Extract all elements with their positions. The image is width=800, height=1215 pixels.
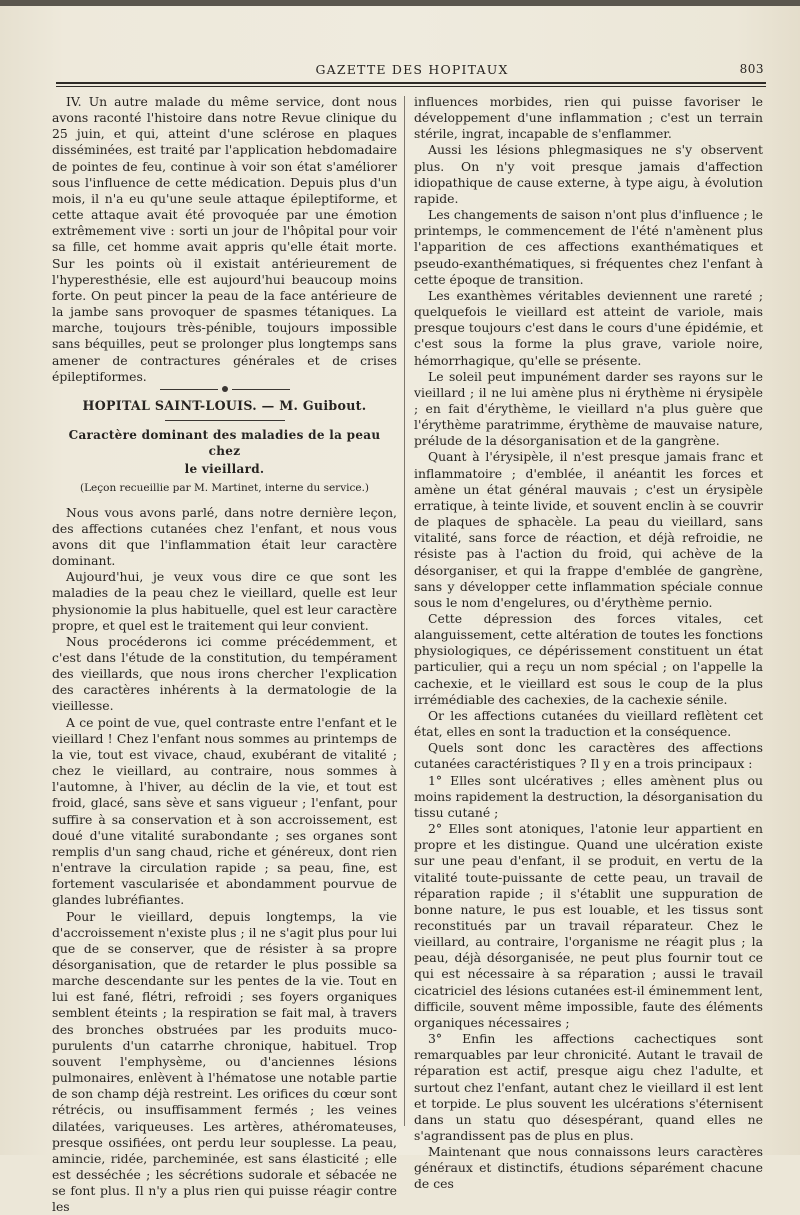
body-paragraph: Quels sont donc les caractères des affections cutanées caractéristiques ? Il y en a trois principaux : <box>414 740 763 772</box>
hospital-section-heading: HOPITAL SAINT-LOUIS. — M. Guibout. <box>52 398 397 414</box>
body-paragraph: Les exanthèmes véritables deviennent une rareté ; quelquefois le vieillard est atteint de variole, mais presque toujours c'est dans le cours d'une épidémie, et c'est sous la forme la plus grave, variole noire, hémorrhagique, qu'elle se présente. <box>414 288 763 369</box>
section-rule <box>165 420 285 421</box>
body-paragraph: Aujourd'hui, je veux vous dire ce que sont les maladies de la peau chez le vieillard, quelle est leur physionomie la plus habituelle, quel est leur caractère propre, et quel est le traitement qui leur convient. <box>52 569 397 634</box>
body-paragraph: Nous vous avons parlé, dans notre dernière leçon, des affections cutanées chez l'enfant, et nous vous avons dit que l'inflammation était leur caractère dominant. <box>52 505 397 570</box>
column-separator <box>404 96 405 1126</box>
body-paragraph: Les changements de saison n'ont plus d'influence ; le printemps, le commencement de l'été n'amènent plus l'apparition de ces affections exanthématiques et pseudo-exanthématiques, si fréquentes chez l'enfant à cette époque de transition. <box>414 207 763 288</box>
case-iv-paragraph: IV. Un autre malade du même service, dont nous avons raconté l'histoire dans notre Revue clinique du 25 juin, et qui, atteint d'une sclérose en plaques disséminées, est traité par l'application hebdomadaire de pointes de feu, continue à voir son état s'améliorer sous l'influence de cette médication. Depuis plus d'un mois, il n'a eu qu'une seule attaque épileptiforme, et cette attaque avait été provoquée par une émotion extrêmement vive : sorti un jour de l'hôpital pour voir sa fille, cet homme avait appris qu'elle était morte. Sur les points où il existait antérieurement de l'hyperesthésie, elle est aujourd'hui beaucoup moins forte. On peut pincer la peau de la face antérieure de la jambe sans provoquer de spasmes tétaniques. La marche, toujours très-pénible, toujours impossible sans béquilles, peut se prolonger plus longtemps sans amener de contractures générales et de crises épileptiformes. <box>52 94 397 385</box>
body-paragraph: influences morbides, rien qui puisse favoriser le développement d'une inflammation ; c'est un terrain stérile, ingrat, incapable de s'enflammer. <box>414 94 763 142</box>
list-item: 2° Elles sont atoniques, l'atonie leur appartient en propre et les distingue. Quand une ulcération existe sur une peau d'enfant, il se produit, en vertu de la vitalité toute-puissante de cette peau, un travail de réparation rapide ; il s'établit une suppuration de bonne nature, le pus est louable, et les tissus sont reconstitués par un travail réparateur. Chez le vieillard, au contraire, l'organisme ne réagit plus ; la peau, déjà désorganisée, ne peut plus fournir tout ce qui est nécessaire à sa réparation ; aussi le travail cicatriciel des lésions cutanées est-il éminemment lent, difficile, souvent même impossible, faute des éléments organiques nécessaires ; <box>414 821 763 1031</box>
page-number: 803 <box>740 62 764 76</box>
body-paragraph: Cette dépression des forces vitales, cet alanguissement, cette altération de toutes les fonctions physiologiques, ce dépérissement constituent un état particulier, qui a reçu un nom spécial ; on l'appelle la cachexie, et le vieillard est sous le coup de la plus irrémédiable des cachexies, de la cachexie sénile. <box>414 611 763 708</box>
right-column <box>414 94 763 1144</box>
article-title-line-1: Caractère dominant des maladies de la peau chez <box>52 427 397 459</box>
header-rule-thin <box>56 86 766 87</box>
list-item: 1° Elles sont ulcératives ; elles amènent plus ou moins rapidement la destruction, la désorganisation du tissu cutané ; <box>414 773 763 821</box>
body-paragraph: Quant à l'érysipèle, il n'est presque jamais franc et inflammatoire ; d'emblée, il anéantit les forces et amène un état général mauvais ; c'est un érysipèle erratique, à teinte livide, et souvent enclin à se couvrir de plaques de sphacèle. La peau du vieillard, sans vitalité, sans force de réaction, et déjà refroidie, ne résiste pas à l'action du froid, qui achève de la désorganiser, et qui la frappe d'emblée de gangrène, sans y développer cette inflammation spéciale connue sous le nom d'engelures, ou d'érythème pernio. <box>414 449 763 611</box>
article-subtitle: (Leçon recueillie par M. Martinet, interne du service.) <box>52 480 397 496</box>
publication-title: GAZETTE DES HOPITAUX <box>315 62 508 77</box>
page-header <box>60 58 764 80</box>
article-title-line-2: le vieillard. <box>52 461 397 477</box>
body-paragraph: A ce point de vue, quel contraste entre l'enfant et le vieillard ! Chez l'enfant nous sommes au printemps de la vie, tout est vivace, chaud, exubérant de vitalité ; chez le vieillard, au contraire, nous sommes à l'automne, à l'hiver, au déclin de la vie, et tout est froid, glacé, sans sève et sans vigueur ; l'enfant, pour suffire à sa conservation et à son accroissement, est doué d'une vitalité surabondante ; ses organes sont remplis d'un sang chaud, riche et généreux, dont rien n'entrave la circulation rapide ; sa peau, fine, est fortement vascularisée et abondamment pourvue de glandes lubréfiantes. <box>52 715 397 909</box>
section-divider <box>52 389 397 392</box>
header-rule-thick <box>56 82 766 84</box>
left-column <box>52 94 397 1144</box>
body-paragraph: Or les affections cutanées du vieillard reflètent cet état, elles en sont la traduction et la conséquence. <box>414 708 763 740</box>
list-item: 3° Enfin les affections cachectiques sont remarquables par leur chronicité. Autant le travail de réparation est actif, presque aigu chez l'adulte, et surtout chez l'enfant, autant chez le vieillard il est lent et torpide. Le plus souvent les ulcérations s'éternisent dans un statu quo désespérant, quand elles ne s'agrandissent pas de plus en plus. <box>414 1031 763 1144</box>
body-paragraph: Maintenant que nous connaissons leurs caractères généraux et distinctifs, étudions séparément chacune de ces <box>414 1144 763 1192</box>
body-paragraph: Pour le vieillard, depuis longtemps, la vie d'accroissement n'existe plus ; il ne s'agit plus pour lui que de se conserver, que de résister à sa propre désorganisation, que de retarder le plus possible sa marche descendante sur les pentes de la vie. Tout en lui est fané, flétri, refroidi ; ses foyers organiques semblent éteints ; la respiration se fait mal, à travers des bronches obstruées par les produits muco-purulents d'un catarrhe chronique, habituel. Trop souvent l'emphysème, ou d'anciennes lésions pulmonaires, enlèvent à l'hématose une notable partie de son champ déjà restreint. Les orifices du cœur sont rétrécis, ou insuffisamment fermés ; les veines dilatées, variqueuses. Les artères, athéromateuses, presque ossifiées, ont perdu leur souplesse. La peau, amincie, ridée, parcheminée, est sans élasticité ; elle est desséchée ; les sécrétions sudorale et sébacée ne se font plus. Il n'y a plus rien qui puisse réagir contre les <box>52 909 397 1215</box>
body-paragraph: Nous procéderons ici comme précédemment, et c'est dans l'étude de la constitution, du tempérament des vieillards, que nous irons chercher l'explication des caractères inhérents à la dermatologie de la vieillesse. <box>52 634 397 715</box>
body-paragraph: Le soleil peut impunément darder ses rayons sur le vieillard ; il ne lui amène plus ni érythème ni érysipèle ; en fait d'érythème, le vieillard n'a plus guère que l'érythème paratrimme, érythème de mauvaise nature, prélude de la désorganisation et de la gangrène. <box>414 369 763 450</box>
body-paragraph: Aussi les lésions phlegmasiques ne s'y observent plus. On n'y voit presque jamais d'affection idiopathique de cause externe, à type aigu, à évolution rapide. <box>414 142 763 207</box>
top-edge-band <box>0 0 800 6</box>
